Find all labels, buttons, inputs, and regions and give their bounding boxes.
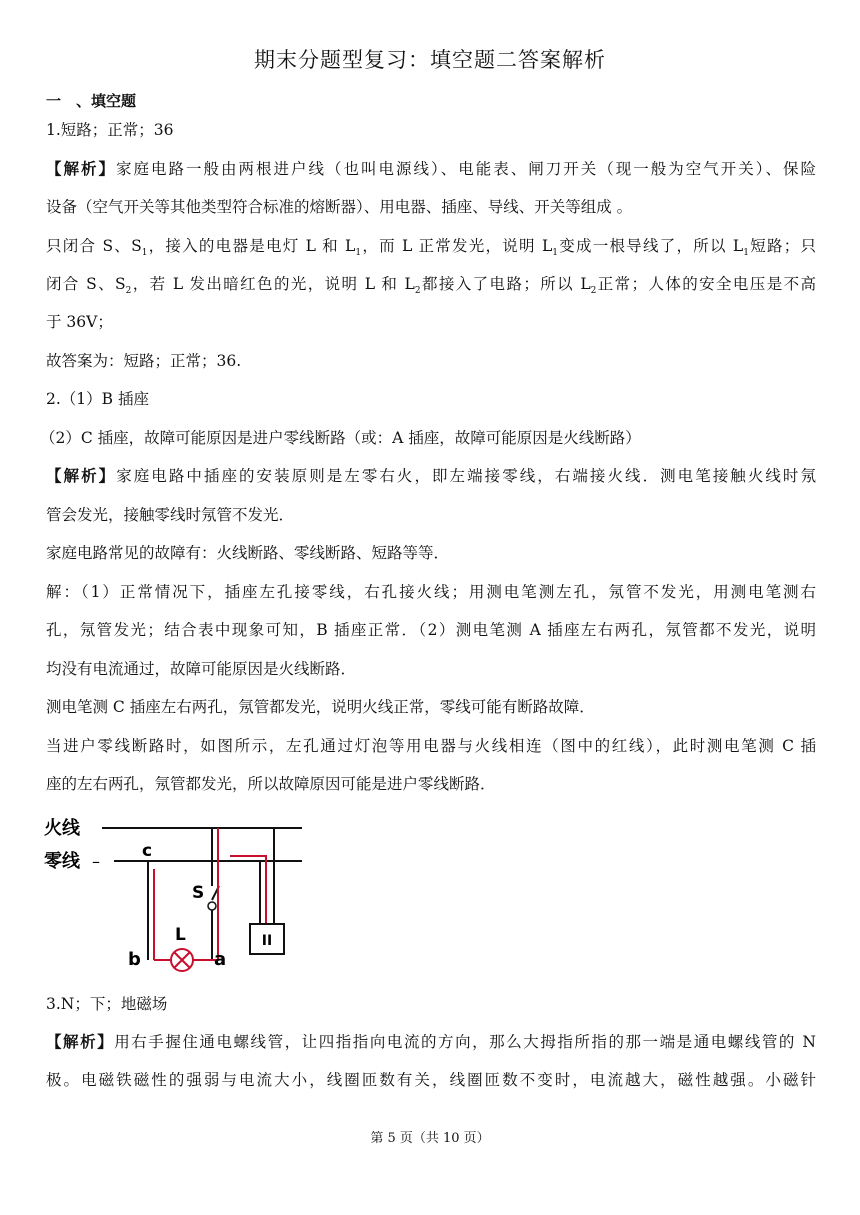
analysis-tag: 【解析】	[46, 160, 116, 178]
q2-analysis-line-4: 解：（1）正常情况下，插座左孔接零线，右孔接火线；用测电笔测左孔，氖管不发光，用测电笔测右	[46, 583, 816, 601]
neutral-dash: –	[92, 852, 100, 871]
q3-analysis-line-2: 极。电磁铁磁性的强弱与电流大小，线圈匝数有关，线圈匝数不变时，电流越大，磁性越强。小磁针	[46, 1071, 816, 1089]
lamp-symbol	[171, 949, 193, 971]
q1-analysis-line-1: 【解析】家庭电路一般由两根进户线（也叫电源线）、电能表、闸刀开关（现一般为空气开关）、保险	[46, 160, 816, 178]
q1-analysis-line-4: 闭合 S、$S_2$，若 L 发出暗红色的光，说明 L 和 $L_2$都接入了电路；所以 $L_2$正常；人体的安全电压是不高	[46, 275, 816, 297]
q3-answer: 3.N；下；地磁场	[46, 995, 168, 1013]
q1-answer: 1.短路；正常；36	[46, 121, 174, 139]
q2-analysis-line-9: 座的左右两孔，氖管都发光，所以故障原因可能是进户零线断路．	[46, 775, 496, 793]
point-a-label: a	[214, 949, 227, 970]
analysis-tag: 【解析】	[46, 467, 117, 485]
q1-analysis-line-5: 于 36V；	[46, 313, 113, 331]
page-footer: 第 5 页（共 10 页）	[370, 1131, 490, 1146]
q2-answer-1: 2.（1）B 插座	[46, 390, 149, 408]
point-c-label: c	[142, 841, 153, 861]
q2-analysis-line-8: 当进户零线断路时，如图所示，左孔通过灯泡等用电器与火线相连（图中的红线），此时测电笔测 C 插	[46, 737, 816, 755]
q2-answer-2: （2）C 插座，故障可能原因是进户零线断路（或：A 插座，故障可能原因是火线断路）	[40, 429, 641, 447]
circuit-diagram	[44, 812, 304, 972]
q2-analysis-line-6: 均没有电流通过，故障可能原因是火线断路．	[46, 660, 357, 678]
page-title: 期末分题型复习：填空题二答案解析	[254, 48, 606, 72]
switch-label: S	[192, 883, 205, 903]
socket-holes: II	[261, 933, 273, 949]
q3-analysis-line-1: 【解析】用右手握住通电螺线管，让四指指向电流的方向，那么大拇指所指的那一端是通电螺线管的 N	[46, 1033, 816, 1051]
section-heading: 一 、填空题	[46, 92, 137, 110]
q1-analysis-line-2: 设备（空气开关等其他类型符合标准的熔断器）、用电器、插座、导线、开关等组成 。	[46, 198, 633, 216]
q2-analysis-line-7: 测电笔测 C 插座左右两孔，氖管都发光，说明火线正常，零线可能有断路故障．	[46, 698, 595, 716]
switch-pivot	[208, 902, 216, 910]
q1-conclusion: 故答案为：短路；正常；36.	[46, 352, 242, 370]
q2-analysis-line-2: 管会发光，接触零线时氖管不发光．	[46, 506, 295, 524]
q2-analysis-line-3: 家庭电路常见的故障有：火线断路、零线断路、短路等等．	[46, 544, 450, 562]
point-b-label: b	[128, 949, 141, 970]
analysis-tag: 【解析】	[46, 1033, 115, 1051]
neutral-label: 零线	[44, 851, 80, 872]
q2-analysis-line-1: 【解析】家庭电路中插座的安装原则是左零右火，即左端接零线，右端接火线．测电笔接触火线时氖	[46, 467, 816, 485]
live-label: 火线	[44, 818, 80, 839]
q2-analysis-line-5: 孔，氖管发光；结合表中现象可知，B 插座正常．（2）测电笔测 A 插座左右两孔，氖管都不发光，说明	[46, 621, 816, 639]
q1-analysis-line-3: 只闭合 S、$S_1$，接入的电器是电灯 L 和 $L_1$，而 L 正常发光，说明 $L_1$变成一根导线了，所以 $L_1$短路；只	[46, 237, 816, 259]
lamp-label: L	[175, 925, 186, 945]
